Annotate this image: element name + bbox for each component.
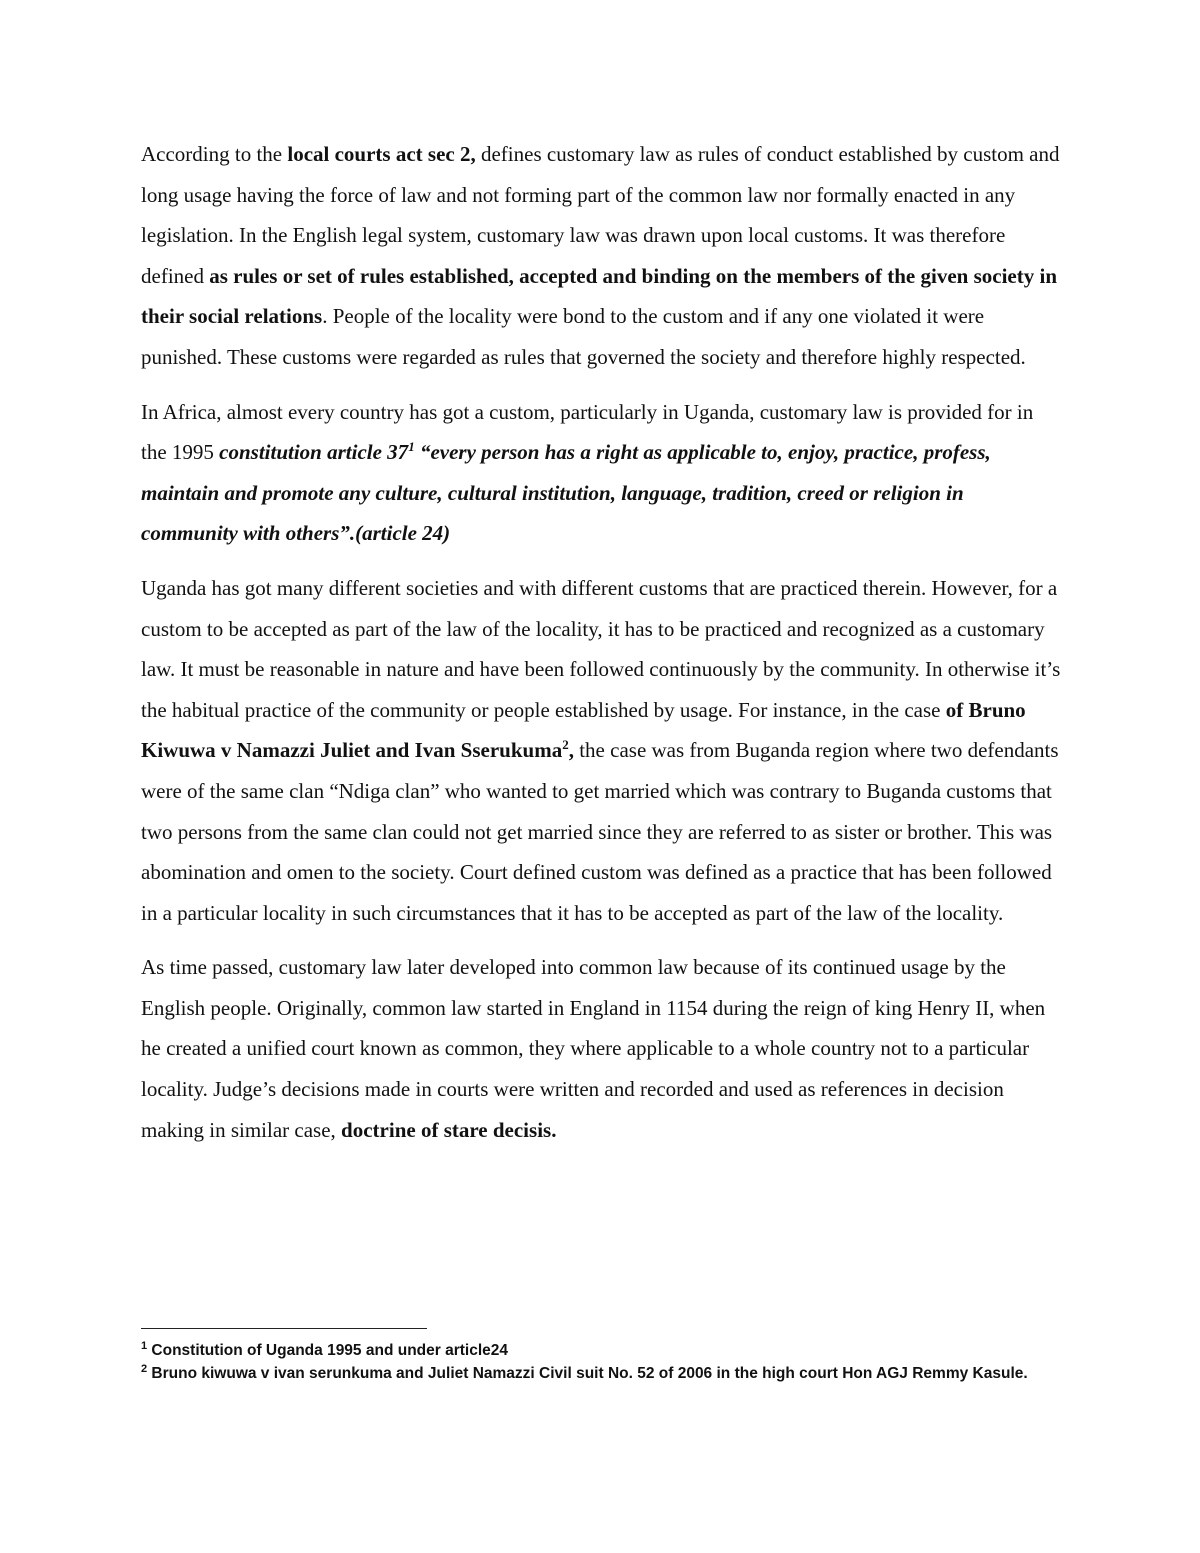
paragraph-customary-law-definition bbox=[141, 134, 1061, 378]
footnote-mark: 1 bbox=[141, 1339, 148, 1352]
footnote-text: Bruno kiwuwa v ivan serunkuma and Juliet Namazzi Civil suit No. 52 of 2006 in the high court Hon AGJ Remmy Kasule. bbox=[147, 1365, 1028, 1382]
paragraph-africa-uganda bbox=[141, 392, 1061, 554]
text-run: In Africa, almost every country has got a custom, particularly in Uganda, customary law is provided for in the 1995 bbox=[141, 399, 1034, 465]
footnotes bbox=[141, 1339, 1061, 1385]
bold-comma: , bbox=[568, 738, 574, 763]
bold-doctrine-stare-decisis: doctrine of stare decisis. bbox=[341, 1117, 557, 1142]
bold-italic-quote: “every person has a right as applicable to, enjoy, practice, profess, maintain and promote any culture, cultural institution, language, tradition, creed or religion in community with others”.(article 24) bbox=[141, 440, 991, 546]
footnote-separator bbox=[141, 1328, 427, 1329]
footnote-1 bbox=[141, 1339, 1061, 1362]
paragraph-uganda-societies bbox=[141, 568, 1061, 933]
text-run: the case was from Buganda region where two defendants were of the same clan “Ndiga clan” who wanted to get married which was contrary to Buganda customs that two persons from the same clan could not get married since they are referred to as sister or brother. This was abomination and omen to the society. Court defined custom was defined as a practice that has been followed in a particular locality in such circumstances that it has to be accepted as part of the law of the locality. bbox=[141, 738, 1059, 925]
bold-italic-constitution-article: constitution article 37 bbox=[219, 440, 409, 465]
text-run: . People of the locality were bond to the custom and if any one violated it were punished. These customs were regarded as rules that governed the society and therefore highly respected. bbox=[141, 304, 1026, 369]
text-run: defines customary law as rules of conduct established by custom and long usage having the force of law and not forming part of the common law nor formally enacted in any legislation. In the English legal system, customary law was drawn upon local customs. It was therefore defined bbox=[141, 142, 1060, 288]
footnote-text: Constitution of Uganda 1995 and under article24 bbox=[147, 1342, 508, 1359]
text-run: Uganda has got many different societies and with different customs that are practiced therein. However, for a custom to be accepted as part of the law of the locality, it has to be practiced and recognized as a customary law. It must be reasonable in nature and have been followed continuously by the community. In otherwise it’s the habitual practice of the community or people established by usage. For instance, in the case bbox=[141, 575, 1061, 722]
bold-definition-rules: as rules or set of rules established, accepted and binding on the members of the given society in their social relations bbox=[141, 263, 1057, 329]
footnote-reference-2[interactable]: 2 bbox=[562, 737, 569, 753]
footnote-mark: 2 bbox=[141, 1362, 148, 1375]
bold-reference-local-courts-act: local courts act sec 2, bbox=[287, 142, 476, 166]
bold-case-name: of Bruno Kiwuwa v Namazzi Juliet and Ivan Sserukuma bbox=[141, 697, 1026, 763]
footnote-reference-1[interactable]: 1 bbox=[408, 439, 415, 455]
text-run: According to the bbox=[141, 142, 288, 166]
document-body bbox=[141, 134, 1061, 1166]
paragraph-common-law bbox=[141, 947, 1061, 1150]
text-run: As time passed, customary law later developed into common law because of its continued usage by the English people. Originally, common law started in England in 1154 during the reign of king Henry II, when he created a unified court known as common, they where applicable to a whole country not to a particular locality. Judge’s decisions made in courts were written and recorded and used as references in decision making in similar case, bbox=[141, 955, 1046, 1142]
footnote-2 bbox=[141, 1362, 1061, 1385]
